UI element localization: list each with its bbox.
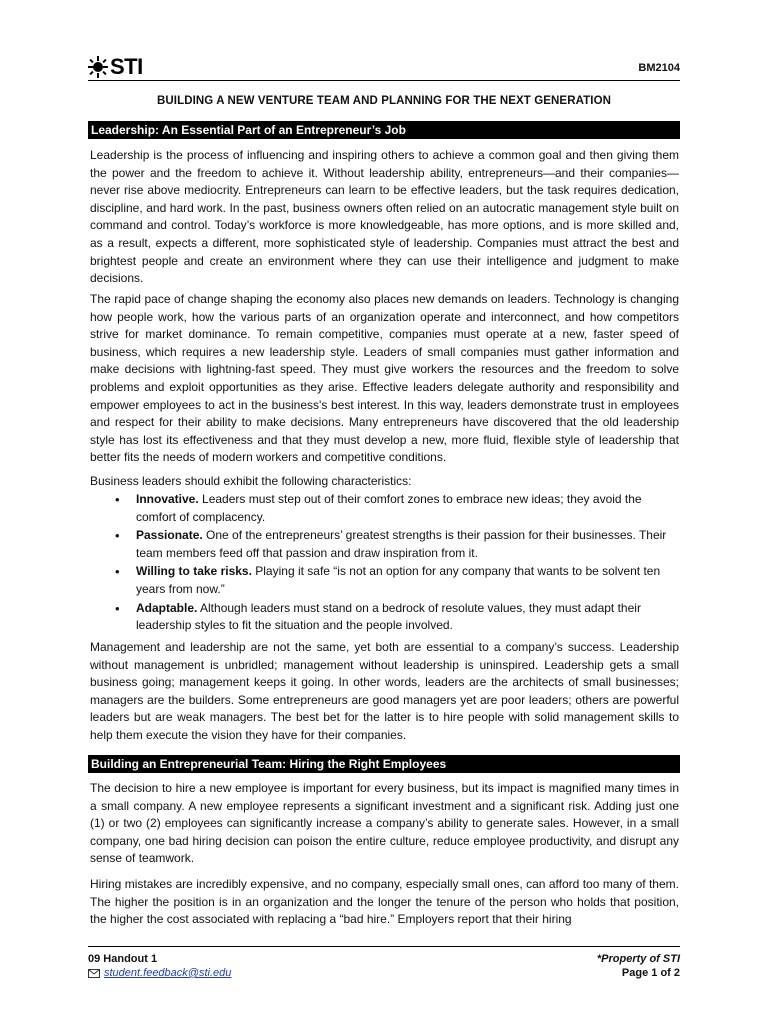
property-label: *Property of STI (596, 953, 680, 965)
footer-right (597, 952, 680, 980)
characteristics-list (90, 491, 679, 636)
list-item-term: Adaptable. (136, 600, 198, 615)
list-item (90, 527, 679, 562)
sti-logo (88, 54, 143, 80)
section-heading-team: Building an Entrepreneurial Team: Hiring the Right Employees (88, 755, 680, 773)
list-item (90, 563, 679, 598)
bullet-icon: • (115, 492, 120, 507)
list-item-term: Willing to take risks. (136, 564, 252, 579)
list-item-text: Although leaders must stand on a bedrock of resolute values, they must adapt their leadership styles to fit the situation and the people involved. (136, 600, 641, 633)
bullet-icon: • (115, 600, 120, 616)
footer-rule (88, 946, 680, 947)
bullet-icon: • (115, 564, 120, 580)
list-item-text: Playing it safe “is not an option for any company that wants to be solvent ten years from now.” (136, 564, 661, 596)
header-rule (88, 80, 680, 81)
paragraph: Management and leadership are not the same, yet both are essential to a company’s success. Leadership without management is unbridled; management without leadership is uninspired. Leadership gets a small business going; management keeps it going. In other words, leaders are the architects of small businesses; managers are the builders. Some entrepreneurs are good managers yet are poor leaders; others are powerful leaders but are weak managers. The best bet for the latter is to hire people with solid management skills to help them execute the vision they have for their companies. (90, 640, 679, 742)
paragraph: Business leaders should exhibit the following characteristics: (90, 474, 412, 488)
course-code: BM2104 (638, 62, 680, 74)
list-item-term: Passionate. (136, 528, 203, 543)
section-heading-leadership: Leadership: An Essential Part of an Entrepreneur’s Job (88, 121, 680, 139)
document-title: BUILDING A NEW VENTURE TEAM AND PLANNING FOR THE NEXT GENERATION (156, 95, 612, 107)
logo-text: STI (110, 54, 143, 79)
list-item-text: One of the entrepreneurs’ greatest strengths is their passion for their businesses. Their team members feed off that passion and draw inspiration from it. (136, 528, 667, 560)
envelope-icon (88, 969, 100, 978)
list-item (90, 491, 679, 526)
paragraph: Hiring mistakes are incredibly expensive, and no company, especially small ones, can afford too many of them. The higher the position is in an organization and the longer the tenure of the person who holds that position, the higher the cost associated with replacing a “bad hire.” Employers report that their hiring (90, 877, 679, 927)
footer-left (88, 952, 231, 980)
paragraph: Leadership is the process of influencing and inspiring others to achieve a common goal and then giving them the power and the freedom to achieve it. Without leadership ability, entrepreneurs—and their companies—never rise above mediocrity. Entrepreneurs can learn to be effective leaders, but the task requires dedication, discipline, and hard work. In the past, business owners often relied on an autocratic management style built on command and control. Today’s workforce is more knowledgeable, has more options, and is more skilled and, as a result, expects a different, more sophisticated style of leadership. Companies must attract the best and brightest people and create an environment where they can use their intelligence and judgment to make decisions. (90, 148, 679, 286)
bullet-icon: • (115, 528, 120, 544)
page-number: Page 1 of 2 (621, 967, 680, 979)
paragraph: The rapid pace of change shaping the economy also places new demands on leaders. Technology is changing how people work, how the various parts of an organization operate and interconnect, and how competitors strive for market dominance. To remain competitive, companies must operate at a new, faster speed of business, which requires a new leadership style. Leaders of small companies must gather information and make decisions with lightning-fast speed. They must give workers the resources and the freedom to solve problems and exploit opportunities as they arise. Effective leaders delegate authority and responsibility and empower employees to act in the business's best interest. In this way, leaders demonstrate trust in employees and respect for their ability to make decisions. Many entrepreneurs have discovered that the old leadership style has lost its effectiveness and that they must develop a new, more fluid, flexible style of leadership that better fits the needs of modern workers and competitive conditions. (90, 292, 679, 465)
email-row (88, 966, 231, 980)
email-link[interactable]: student.feedback@sti.edu (104, 967, 232, 979)
handout-label: 09 Handout 1 (88, 953, 158, 965)
list-item-text: Leaders must step out of their comfort zones to embrace new ideas; they avoid the comfort of complacency. (136, 492, 642, 524)
paragraph: The decision to hire a new employee is important for every business, but its impact is magnified many times in a small company. A new employee represents a significant investment and a significant risk. Adding just one (1) or two (2) employees can significantly increase a company’s ability to generate sales. However, in a small company, one bad hiring decision can poison the entire culture, reduce employee productivity, and disrupt any sense of teamwork. (90, 781, 679, 866)
list-item (90, 600, 679, 635)
sti-logo-mark-icon (88, 56, 108, 78)
list-item-term: Innovative. (136, 492, 199, 506)
